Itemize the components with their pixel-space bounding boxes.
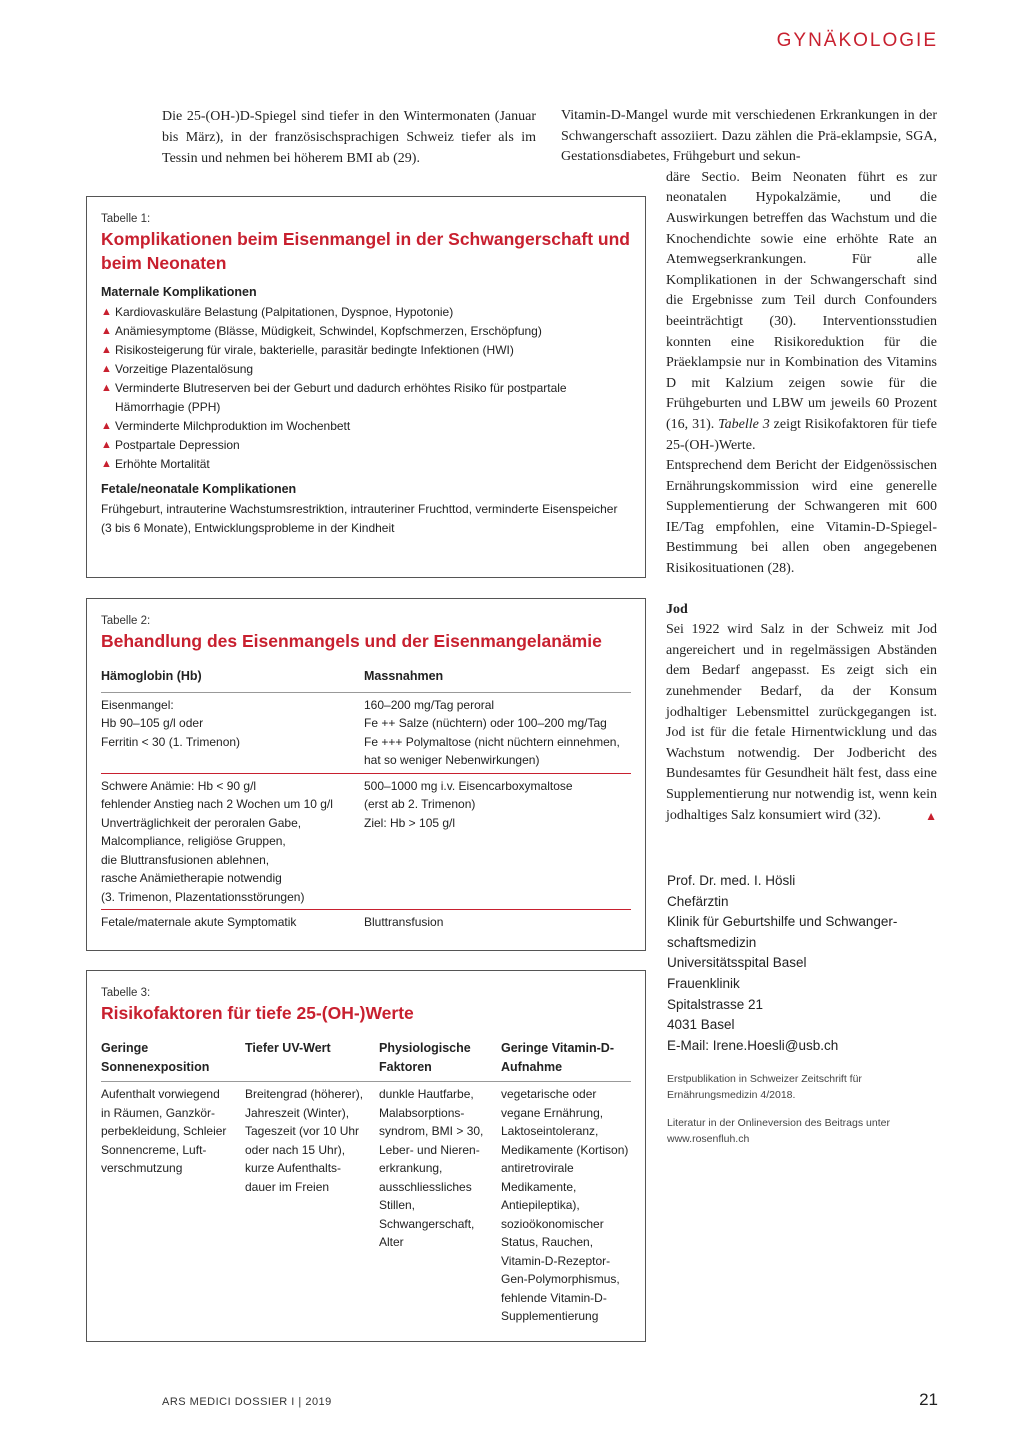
header-line: Physiologische	[379, 1041, 471, 1055]
measures-cell	[364, 777, 631, 907]
hemoglobin-cell	[101, 696, 364, 770]
first-publication-note: Erstpublikation in Schweizer Zeitschrift für Ernährungsmedizin 4/2018.	[667, 1073, 862, 1101]
list-item-text: Risikosteigerung für virale, bakterielle, parasitär bedingte Infektionen (HWI)	[115, 343, 514, 357]
cell-line: hat so weniger Nebenwirkungen)	[364, 753, 540, 767]
paragraph-vitamin-d-1: Vitamin-D-Mangel wurde mit verschiedenen Erkrankungen in der Schwangerschaft assoziiert. Dazu zählen die Prä-eklampsie, SGA, Gestationsdiabetes, Frühgeburt und sekun-	[561, 108, 937, 165]
cell-line: Gen-Polymorphismus,	[501, 1272, 620, 1286]
cell-line: kurze Aufenthalts-	[245, 1161, 342, 1175]
cell-line: Breitengrad (höherer),	[245, 1087, 364, 1101]
author-address	[667, 871, 947, 1056]
list-item-text: Kardiovaskuläre Belastung (Palpitationen, Dyspnoe, Hypotonie)	[115, 305, 454, 319]
header-line: Aufnahme	[501, 1060, 563, 1074]
triangle-bullet-icon: ▲	[101, 382, 112, 394]
cell-line: (erst ab 2. Trimenon)	[364, 797, 476, 811]
cell-line: Jahreszeit (Winter),	[245, 1105, 350, 1120]
table-2-title: Behandlung des Eisenmangels und der Eisenmangelanämie	[101, 631, 602, 651]
list-item-text: Erhöhte Mortalität	[115, 457, 210, 471]
cell-line: Tageszeit (vor 10 Uhr	[245, 1124, 360, 1138]
list-item	[101, 436, 631, 455]
table-column	[101, 1039, 245, 1326]
cell-line: Antiepileptika),	[501, 1198, 580, 1212]
table-row	[101, 913, 631, 932]
list-item-text: Verminderte Milchproduktion im Wochenbett	[115, 419, 351, 433]
list-item	[101, 303, 631, 322]
cell-line: Hb 90–105 g/l oder	[101, 716, 204, 730]
cell-line: 160–200 mg/Tag peroral	[364, 697, 495, 712]
list-item-text: Anämiesymptome (Blässe, Müdigkeit, Schwindel, Kopfschmerzen, Erschöpfung)	[115, 324, 542, 338]
address-line: Prof. Dr. med. I. Hösli	[667, 873, 796, 888]
cell-line: Stillen,	[379, 1198, 416, 1212]
journal-footer: ARS MEDICI DOSSIER I | 2019	[162, 1396, 332, 1408]
table-row	[101, 696, 631, 770]
paragraph-jod-text: Sei 1922 wird Salz in der Schweiz mit Jod angereichert und in regelmässigen Abständen dem Bedarf angepasst. Es zeigt sich ein zunehmender Bedarf, da der Konsum jodhaltiger Lebensmittel zurückgegangen ist. Jod ist für die fetale Hirnentwicklung und das Wachstum notwendig. Der Jodbericht des Bundesamtes für Gesundheit hält fest, dass eine Supplementierung nur notwendig ist, wenn kein jodhaltiges Salz konsumiert wird (32).	[666, 622, 937, 823]
cell-line: Schwere Anämie: Hb < 90 g/l	[101, 778, 257, 793]
table-3-grid	[101, 1039, 631, 1326]
col-header-hemoglobin: Hämoglobin (Hb)	[101, 669, 202, 683]
cell-line: Eisenmangel:	[101, 697, 174, 712]
cell-line: Ziel: Hb > 105 g/l	[364, 815, 456, 830]
header-line: Tiefer UV-Wert	[245, 1041, 331, 1055]
header-line: Faktoren	[379, 1060, 432, 1074]
intro-paragraph: Die 25-(OH-)D-Spiegel sind tiefer in den Wintermonaten (Januar bis März), in der französischsprachigen Schweiz tiefer als im Tessin und nehmen bei höherem BMI ab (29).	[162, 109, 536, 166]
cell-line: sozioökonomischer	[501, 1216, 604, 1231]
table-reference: Tabelle 3	[718, 416, 770, 432]
cell-line: antiretrovirale	[501, 1161, 574, 1175]
triangle-bullet-icon: ▲	[101, 439, 112, 451]
cell-line: vegetarische oder	[501, 1087, 597, 1101]
address-line: 4031 Basel	[667, 1017, 735, 1033]
triangle-bullet-icon: ▲	[101, 344, 112, 356]
header-divider	[501, 1081, 631, 1082]
cell-line: Ferritin < 30 (1. Trimenon)	[101, 734, 241, 749]
fetal-text: Frühgeburt, intrauterine Wachstumsrestriktion, intrauteriner Fruchttod, verminderte Eisenspeicher (3 bis 6 Monate), Entwicklungsprobleme in der Kindheit	[101, 502, 618, 535]
row-divider	[101, 909, 631, 910]
publication-notes	[667, 1072, 927, 1160]
cell-line: oder nach 15 Uhr),	[245, 1142, 346, 1157]
address-line: schaftsmedizin	[667, 934, 757, 950]
cell-line: die Bluttransfusionen ablehnen,	[101, 852, 270, 867]
cell-line: vegane Ernährung,	[501, 1105, 604, 1120]
table-2-body	[101, 696, 631, 932]
cell-line: Unverträglichkeit der peroralen Gabe,	[101, 815, 302, 830]
list-item	[101, 417, 631, 436]
cell-line: Fetale/maternale akute Symptomatik	[101, 915, 297, 929]
cell-line: (3. Trimenon, Plazentationsstörungen)	[101, 889, 305, 904]
cell-line: ausschliessliches	[379, 1179, 472, 1194]
column-header	[379, 1039, 501, 1077]
list-item-text: Postpartale Depression	[115, 438, 240, 452]
paragraph-vitamin-d-2-end: zeigt Risikofaktoren für tiefe 25-(OH-)Werte.	[666, 416, 937, 453]
cell-line: Schwangerschaft,	[379, 1216, 475, 1231]
address-line: Klinik für Geburtshilfe und Schwanger-	[667, 914, 898, 930]
triangle-bullet-icon: ▲	[101, 325, 112, 337]
cell-line: Vitamin-D-Rezeptor-	[501, 1253, 611, 1268]
col-header-measures: Massnahmen	[364, 669, 444, 683]
column-header	[101, 1039, 245, 1077]
table-column	[245, 1039, 379, 1326]
cell-line: Malabsorptions-	[379, 1105, 465, 1120]
cell-line: perbekleidung, Schleier	[101, 1124, 227, 1138]
cell-line: 500–1000 mg i.v. Eisencarboxymaltose	[364, 778, 573, 793]
cell-line: Supplementierung	[501, 1309, 599, 1323]
list-item	[101, 322, 631, 341]
paragraph-vitamin-d-2	[666, 168, 937, 456]
triangle-bullet-icon: ▲	[101, 363, 112, 375]
cell-line: fehlender Anstieg nach 2 Wochen um 10 g/l	[101, 797, 333, 811]
list-item-text: Verminderte Blutreserven bei der Geburt und dadurch erhöhtes Risiko für postpartale Hämorrhagie (PPH)	[115, 381, 567, 414]
address-line: Chefärztin	[667, 893, 729, 909]
header-divider	[101, 692, 631, 693]
cell-line: in Räumen, Ganzkör-	[101, 1105, 216, 1120]
paragraph-jod	[666, 620, 937, 826]
fetal-heading: Fetale/neonatale Komplikationen	[101, 482, 297, 496]
address-line: Spitalstrasse 21	[667, 996, 764, 1012]
table-column	[379, 1039, 501, 1326]
triangle-bullet-icon: ▲	[101, 306, 112, 318]
maternal-heading: Maternale Komplikationen	[101, 285, 257, 299]
address-line: E-Mail: Irene.Hoesli@usb.ch	[667, 1037, 839, 1053]
table-1-title: Komplikationen beim Eisenmangel in der Schwangerschaft und beim Neonaten	[101, 229, 630, 273]
table-row	[101, 777, 631, 907]
end-mark-icon: ▲	[925, 808, 937, 823]
cell-line: verschmutzung	[101, 1161, 183, 1175]
cell-line: Alter	[379, 1235, 404, 1249]
cell-line: fehlende Vitamin-D-	[501, 1290, 607, 1305]
column-header	[501, 1039, 631, 1077]
section-title: GYNÄKOLOGIE	[776, 30, 938, 51]
table-column	[501, 1039, 631, 1326]
header-line: Geringe Vitamin-D-	[501, 1041, 614, 1055]
table-2-label: Tabelle 2:	[101, 615, 151, 627]
cell-line: Malcompliance, religiöse Gruppen,	[101, 834, 286, 848]
address-line: Frauenklinik	[667, 975, 740, 991]
address-line: Universitätsspital Basel	[667, 955, 807, 971]
list-item	[101, 341, 631, 360]
maternal-list	[101, 303, 631, 474]
table-1	[86, 196, 646, 578]
cell-line: Medikamente (Kortison)	[501, 1142, 629, 1157]
table-3-label: Tabelle 3:	[101, 987, 151, 999]
header-line	[245, 1058, 379, 1077]
cell-line: Fe +++ Polymaltose (nicht nüchtern einnehmen,	[364, 734, 620, 749]
cell-line: Aufenthalt vorwiegend	[101, 1087, 220, 1101]
table-3	[86, 970, 646, 1342]
hemoglobin-cell	[101, 913, 364, 932]
table-2-header	[101, 667, 631, 686]
measures-cell	[364, 913, 631, 932]
cell-line: dauer im Freien	[245, 1179, 330, 1194]
table-3-title: Risikofaktoren für tiefe 25-(OH-)Werte	[101, 1003, 414, 1023]
header-divider	[379, 1081, 501, 1082]
list-item	[101, 379, 631, 417]
table-1-label: Tabelle 1:	[101, 213, 151, 225]
hemoglobin-cell	[101, 777, 364, 907]
literature-note: Literatur in der Onlineversion des Beitrags unter www.rosenfluh.ch	[667, 1117, 890, 1145]
cell-line: Laktoseintoleranz,	[501, 1124, 599, 1138]
column-header	[245, 1039, 379, 1077]
cell-line: Status, Rauchen,	[501, 1235, 594, 1249]
cell-line: Fe ++ Salze (nüchtern) oder 100–200 mg/Tag	[364, 716, 607, 730]
table-2	[86, 598, 646, 951]
triangle-bullet-icon: ▲	[101, 458, 112, 470]
cell-line: erkrankung,	[379, 1161, 443, 1175]
cell-line: Medikamente,	[501, 1179, 577, 1194]
header-divider	[245, 1081, 379, 1082]
paragraph-vitamin-d-2-text: däre Sectio. Beim Neonaten führt es zur neonatalen Hypokalzämie, und die Auswirkungen betreffen das Wachstum und die Knochendichte sowie eine erhöhte Rate an Atemwegserkrankungen. Für alle Komplikationen in der Schwangerschaft sind die Ergebnisse zum Teil durch Confounders beeinträchtigt (30). Interventionsstudien konnten eine Risikoreduktion für die Präeklampsie nur in Kombination des Vitamins D mit Kalzium zeigen sowie für die Frühgeburten und LBW um jeweils 60 Prozent (16, 31).	[666, 169, 937, 432]
page-number: 21	[919, 1390, 938, 1409]
header-line: Geringe	[101, 1041, 149, 1055]
cell-line: Leber- und Nieren-	[379, 1142, 480, 1157]
paragraph-recommendation: Entsprechend dem Bericht der Eidgenössischen Ernährungskommission wird eine generelle Supplementierung der Schwangeren mit 600 IE/Tag empfohlen, eine Vitamin-D-Spiegel-Bestimmung bei allen oben angegebenen Risikosituationen (28).	[666, 458, 937, 577]
cell-line: dunkle Hautfarbe,	[379, 1087, 474, 1101]
header-line: Sonnenexposition	[101, 1060, 210, 1074]
jod-heading: Jod	[666, 601, 688, 617]
list-item	[101, 360, 631, 379]
cell-line: rasche Anämietherapie notwendig	[101, 871, 282, 885]
triangle-bullet-icon: ▲	[101, 420, 112, 432]
measures-cell	[364, 696, 631, 770]
list-item-text: Vorzeitige Plazentalösung	[115, 362, 254, 376]
row-divider	[101, 773, 631, 774]
cell-line: syndrom, BMI > 30,	[379, 1124, 484, 1138]
list-item	[101, 455, 631, 474]
cell-line: Sonnencreme, Luft-	[101, 1142, 207, 1157]
cell-line: Bluttransfusion	[364, 915, 444, 929]
header-divider	[101, 1081, 245, 1082]
